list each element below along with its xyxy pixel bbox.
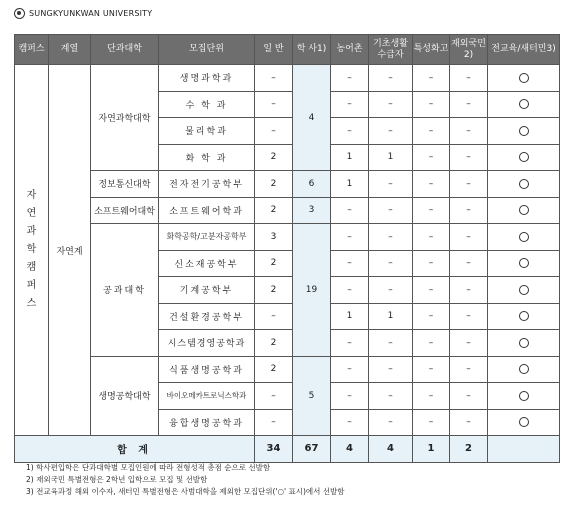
rural-cell: – [331, 224, 369, 251]
table-row [15, 171, 560, 198]
basic-cell: – [369, 65, 413, 92]
special-cell: – [413, 197, 450, 224]
header-special-high: 특성화고 [413, 35, 450, 65]
rural-cell: – [331, 118, 369, 145]
unit-cell: 식품생명공학과 [159, 356, 255, 383]
circle-mark-icon [519, 285, 529, 295]
circle-mark-icon [519, 205, 529, 215]
total-special: 1 [413, 436, 450, 463]
special-cell: – [413, 118, 450, 145]
special-cell: – [413, 144, 450, 171]
special-cell: – [413, 250, 450, 277]
bachelor-cell: 4 [293, 65, 331, 171]
overseas-cell: – [450, 65, 488, 92]
table-row [15, 65, 560, 92]
overseas-cell: – [450, 303, 488, 330]
unit-cell: 소프트웨어학과 [159, 197, 255, 224]
north-cell [488, 118, 560, 145]
total-overseas: 2 [450, 436, 488, 463]
rural-cell: – [331, 65, 369, 92]
special-cell: – [413, 171, 450, 198]
overseas-cell: – [450, 277, 488, 304]
rural-cell: 1 [331, 144, 369, 171]
general-cell: 2 [255, 144, 293, 171]
header-unit: 모집단위 [159, 35, 255, 65]
header-bachelor: 학 사1) [293, 35, 331, 65]
college-cell: 생명공학대학 [91, 356, 159, 436]
total-north [488, 436, 560, 463]
header-field: 계열 [49, 35, 91, 65]
overseas-cell: – [450, 409, 488, 436]
header-general: 일 반 [255, 35, 293, 65]
unit-cell: 신소재공학부 [159, 250, 255, 277]
special-cell: – [413, 356, 450, 383]
north-cell [488, 91, 560, 118]
overseas-cell: – [450, 330, 488, 357]
overseas-cell: – [450, 118, 488, 145]
general-cell: 2 [255, 330, 293, 357]
university-logo [14, 6, 152, 20]
basic-cell: – [369, 118, 413, 145]
circle-mark-icon [519, 311, 529, 321]
north-cell [488, 303, 560, 330]
footnote: 3) 전교육과정 해외 이수자, 새터민 특별전형은 사범대학을 제외한 모집단위('○' 표시)에서 선발함 [26, 487, 345, 496]
basic-cell: – [369, 330, 413, 357]
general-cell: – [255, 383, 293, 410]
bachelor-cell: 5 [293, 356, 331, 436]
header-basic-living: 기초생활수급자 [369, 35, 413, 65]
overseas-cell: – [450, 144, 488, 171]
special-cell: – [413, 409, 450, 436]
table-row [15, 197, 560, 224]
special-cell: – [413, 383, 450, 410]
circle-mark-icon [519, 258, 529, 268]
north-cell [488, 330, 560, 357]
basic-cell: – [369, 224, 413, 251]
circle-mark-icon [519, 417, 529, 427]
circle-mark-icon [519, 99, 529, 109]
total-rural: 4 [331, 436, 369, 463]
campus-cell [15, 65, 49, 436]
general-cell: 2 [255, 250, 293, 277]
footnote: 2) 재외국민 특별전형은 2학년 입학으로 모집 및 선발함 [26, 475, 208, 484]
general-cell: 2 [255, 277, 293, 304]
college-cell: 자연과학대학 [91, 65, 159, 171]
unit-cell: 생명과학과 [159, 65, 255, 92]
overseas-cell: – [450, 224, 488, 251]
basic-cell: – [369, 250, 413, 277]
college-cell: 정보통신대학 [91, 171, 159, 198]
north-cell [488, 250, 560, 277]
basic-cell: – [369, 197, 413, 224]
north-cell [488, 409, 560, 436]
circle-mark-icon [519, 232, 529, 242]
rural-cell: 1 [331, 303, 369, 330]
rural-cell: – [331, 277, 369, 304]
unit-cell: 기계공학부 [159, 277, 255, 304]
footnote: 1) 학사편입학은 단과대학별 모집인원에 따라 전형성적 총점 순으로 선발함 [26, 463, 271, 472]
college-cell: 소프트웨어대학 [91, 197, 159, 224]
footnotes [26, 462, 345, 498]
table-header-row [15, 35, 560, 65]
header-college: 단과대학 [91, 35, 159, 65]
total-row [15, 436, 560, 463]
north-cell [488, 144, 560, 171]
logo-text: SUNGKYUNKWAN UNIVERSITY [29, 8, 153, 18]
overseas-cell: – [450, 383, 488, 410]
special-cell: – [413, 65, 450, 92]
north-cell [488, 65, 560, 92]
north-cell [488, 383, 560, 410]
north-cell [488, 356, 560, 383]
table-row [15, 224, 560, 251]
general-cell: 3 [255, 224, 293, 251]
total-bachelor: 67 [293, 436, 331, 463]
admission-quota-table [14, 34, 560, 463]
basic-cell: – [369, 277, 413, 304]
overseas-cell: – [450, 250, 488, 277]
unit-cell: 시스템경영공학과 [159, 330, 255, 357]
basic-cell: – [369, 383, 413, 410]
overseas-cell: – [450, 197, 488, 224]
college-cell: 공과대학 [91, 224, 159, 357]
bachelor-cell: 19 [293, 224, 331, 357]
header-rural: 농어촌 [331, 35, 369, 65]
unit-cell: 수 학 과 [159, 91, 255, 118]
rural-cell: – [331, 330, 369, 357]
special-cell: – [413, 330, 450, 357]
basic-cell: 1 [369, 144, 413, 171]
rural-cell: – [331, 250, 369, 277]
campus-label: 자연과학캠퍼스 [26, 190, 37, 309]
overseas-cell: – [450, 356, 488, 383]
field-cell: 자연계 [49, 65, 91, 436]
basic-cell: – [369, 409, 413, 436]
special-cell: – [413, 224, 450, 251]
unit-cell: 바이오메카트로닉스학과 [159, 383, 255, 410]
north-cell [488, 277, 560, 304]
bachelor-cell: 6 [293, 171, 331, 198]
rural-cell: 1 [331, 171, 369, 198]
unit-cell: 물리학과 [159, 118, 255, 145]
general-cell: – [255, 118, 293, 145]
unit-cell: 융합생명공학과 [159, 409, 255, 436]
unit-cell: 건설환경공학부 [159, 303, 255, 330]
circle-mark-icon [519, 179, 529, 189]
general-cell: 2 [255, 197, 293, 224]
total-basic: 4 [369, 436, 413, 463]
north-cell [488, 224, 560, 251]
table-row [15, 356, 560, 383]
circle-mark-icon [519, 126, 529, 136]
rural-cell: – [331, 409, 369, 436]
overseas-cell: – [450, 91, 488, 118]
total-general: 34 [255, 436, 293, 463]
general-cell: 2 [255, 356, 293, 383]
special-cell: – [413, 277, 450, 304]
rural-cell: – [331, 197, 369, 224]
rural-cell: – [331, 383, 369, 410]
circle-mark-icon [519, 338, 529, 348]
circle-mark-icon [519, 73, 529, 83]
circle-mark-icon [519, 391, 529, 401]
north-cell [488, 197, 560, 224]
overseas-cell: – [450, 171, 488, 198]
general-cell: – [255, 409, 293, 436]
bachelor-cell: 3 [293, 197, 331, 224]
general-cell: – [255, 303, 293, 330]
general-cell: – [255, 65, 293, 92]
unit-cell: 화 학 과 [159, 144, 255, 171]
circle-mark-icon [519, 152, 529, 162]
rural-cell: – [331, 356, 369, 383]
logo-emblem-icon [14, 8, 25, 19]
special-cell: – [413, 303, 450, 330]
header-north-korean: 전교육/새터민3) [488, 35, 560, 65]
basic-cell: – [369, 91, 413, 118]
general-cell: 2 [255, 171, 293, 198]
rural-cell: – [331, 91, 369, 118]
unit-cell: 전자전기공학부 [159, 171, 255, 198]
total-label: 합 계 [15, 436, 255, 463]
basic-cell: 1 [369, 303, 413, 330]
special-cell: – [413, 91, 450, 118]
basic-cell: – [369, 171, 413, 198]
basic-cell: – [369, 356, 413, 383]
header-overseas: 재외국민2) [450, 35, 488, 65]
north-cell [488, 171, 560, 198]
unit-cell: 화학공학/고분자공학부 [159, 224, 255, 251]
circle-mark-icon [519, 364, 529, 374]
header-campus: 캠퍼스 [15, 35, 49, 65]
general-cell: – [255, 91, 293, 118]
